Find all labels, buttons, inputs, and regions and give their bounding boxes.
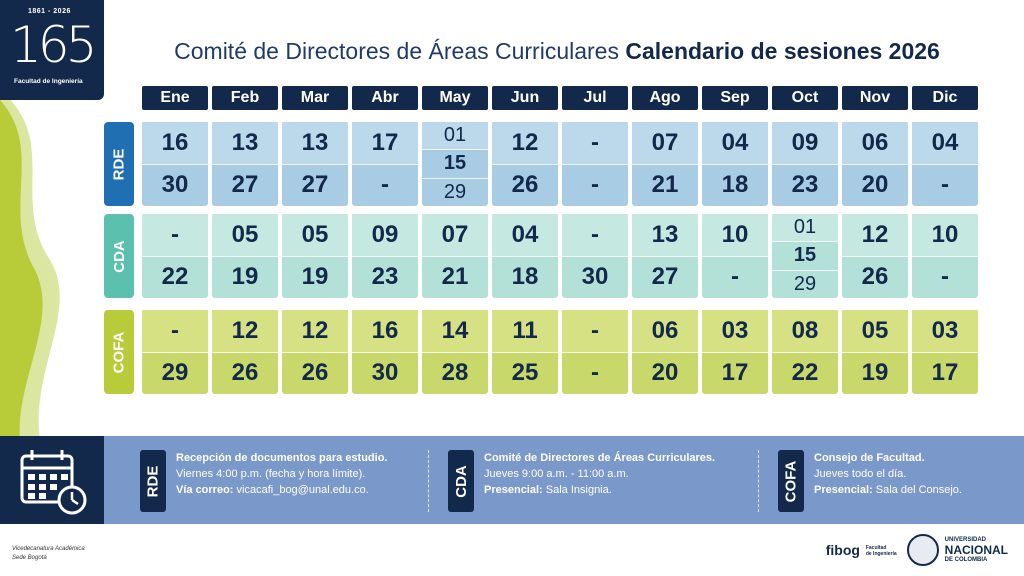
title-bold: Calendario de sesiones 2026: [625, 38, 940, 64]
date-cell: [492, 310, 558, 394]
date-value: 30: [142, 164, 208, 207]
date-cell: [632, 122, 698, 206]
fibog-logo: [826, 542, 897, 558]
date-cell: [772, 122, 838, 206]
date-cell: [282, 214, 348, 298]
date-value: 03: [702, 310, 768, 352]
unal-logo: [907, 534, 1008, 566]
date-value: -: [142, 310, 208, 352]
row-label: [104, 122, 134, 206]
date-value: 01: [772, 214, 838, 241]
date-cell: [632, 310, 698, 394]
date-cell: [212, 122, 278, 206]
date-value: 15: [422, 149, 488, 177]
date-cell: [702, 214, 768, 298]
date-value: 28: [422, 352, 488, 395]
month-header: Ene: [142, 86, 208, 110]
date-value: 20: [842, 164, 908, 207]
legend-tag-rde: [140, 450, 166, 512]
legend-tag-cda-text: CDA: [452, 464, 470, 498]
date-cell: [212, 310, 278, 394]
date-cell: [562, 310, 628, 394]
date-value: 21: [422, 256, 488, 299]
legend-cofa-line1: Consejo de Facultad.: [814, 452, 925, 464]
date-value: 29: [772, 270, 838, 298]
row-label: [104, 214, 134, 298]
date-cell: [842, 214, 908, 298]
date-value: 18: [492, 256, 558, 299]
row-cda: [104, 214, 978, 298]
month-header: Jul: [562, 86, 628, 110]
date-value: 23: [772, 164, 838, 207]
legend-rde-line2: Viernes 4:00 p.m. (fecha y hora límite).: [176, 468, 366, 480]
logo-number: 165: [10, 16, 94, 74]
legend-cofa-line2: Jueves todo el día.: [814, 468, 907, 480]
date-value: 06: [842, 122, 908, 164]
date-value: -: [562, 310, 628, 352]
date-cell: [492, 214, 558, 298]
date-value: -: [912, 256, 978, 299]
footer-logos: [826, 534, 1008, 566]
unal-line1: UNIVERSIDAD: [944, 536, 987, 543]
date-value: 04: [912, 122, 978, 164]
title-normal: Comité de Directores de Áreas Curriculares: [174, 38, 619, 64]
month-header: Jun: [492, 86, 558, 110]
legend-rde-line1: Recepción de documentos para estudio.: [176, 452, 388, 464]
divider: [428, 450, 429, 512]
date-value: 09: [352, 214, 418, 256]
legend-rde-line3-label: Vía correo:: [176, 484, 234, 496]
date-cell: [772, 310, 838, 394]
date-value: -: [702, 256, 768, 299]
date-value: 29: [142, 352, 208, 395]
footer-left: [12, 545, 85, 563]
date-cell: [422, 214, 488, 298]
date-cell: [422, 310, 488, 394]
date-value: 09: [772, 122, 838, 164]
date-value: 17: [352, 122, 418, 164]
month-header: Sep: [702, 86, 768, 110]
date-value: 07: [632, 122, 698, 164]
date-value: 14: [422, 310, 488, 352]
row-rde: [104, 122, 978, 206]
footer-vicedecanatura: Vicedecanatura Académica: [12, 546, 85, 552]
date-cell: [352, 214, 418, 298]
legend-cda-line1: Comité de Directores de Áreas Curriculares.: [484, 452, 716, 464]
date-value: 23: [352, 256, 418, 299]
date-cell: [142, 310, 208, 394]
legend-cofa-line3-value: Sala del Consejo.: [872, 484, 962, 496]
date-value: 21: [632, 164, 698, 207]
date-value: 12: [842, 214, 908, 256]
row-label-text: RDE: [110, 148, 128, 180]
date-cell: [912, 122, 978, 206]
date-cell: [702, 310, 768, 394]
date-value: 29: [422, 178, 488, 206]
date-value: 22: [772, 352, 838, 395]
month-header-row: [142, 86, 978, 110]
date-value: 18: [702, 164, 768, 207]
row-label: [104, 310, 134, 394]
footer-sede: Sede Bogotá: [12, 555, 47, 561]
date-value: 01: [422, 122, 488, 149]
month-header: Mar: [282, 86, 348, 110]
date-cell: [352, 122, 418, 206]
fibog-sub2: de Ingeniería: [865, 551, 897, 558]
date-value: -: [562, 214, 628, 256]
divider: [758, 450, 759, 512]
date-value: 27: [282, 164, 348, 207]
date-value: 15: [772, 241, 838, 269]
date-value: 30: [562, 256, 628, 299]
fibog-text: fibog: [825, 542, 860, 558]
date-value: 03: [912, 310, 978, 352]
date-value: 12: [492, 122, 558, 164]
date-value: -: [352, 164, 418, 207]
date-value: 05: [842, 310, 908, 352]
date-value: 10: [912, 214, 978, 256]
date-value: 08: [772, 310, 838, 352]
date-cell: [422, 122, 488, 206]
date-value: 17: [912, 352, 978, 395]
date-value: 12: [212, 310, 278, 352]
month-header: Nov: [842, 86, 908, 110]
date-value: 19: [212, 256, 278, 299]
date-value: -: [142, 214, 208, 256]
date-value: 16: [352, 310, 418, 352]
legend-cofa-line3-label: Presencial:: [814, 484, 873, 496]
month-header: Oct: [772, 86, 838, 110]
legend-cofa: [778, 450, 962, 512]
row-label-text: COFA: [110, 331, 128, 373]
month-header: Feb: [212, 86, 278, 110]
date-value: 19: [842, 352, 908, 395]
date-cell: [632, 214, 698, 298]
date-value: 27: [632, 256, 698, 299]
date-cell: [842, 122, 908, 206]
date-value: 26: [842, 256, 908, 299]
date-value: 11: [492, 310, 558, 352]
date-value: 25: [492, 352, 558, 395]
date-value: 27: [212, 164, 278, 207]
date-cell: [352, 310, 418, 394]
page-title: [0, 38, 1024, 65]
date-cell: [562, 122, 628, 206]
date-cell: [142, 214, 208, 298]
date-cell: [772, 214, 838, 298]
date-value: 04: [492, 214, 558, 256]
row-cofa: [104, 310, 978, 394]
date-value: 13: [632, 214, 698, 256]
legend-cda-line3-value: Sala Insignia.: [542, 484, 612, 496]
date-value: -: [562, 352, 628, 395]
date-value: 10: [702, 214, 768, 256]
date-value: 17: [702, 352, 768, 395]
date-value: -: [562, 122, 628, 164]
date-value: 13: [282, 122, 348, 164]
month-header: May: [422, 86, 488, 110]
month-header: Dic: [912, 86, 978, 110]
date-cell: [702, 122, 768, 206]
date-value: 20: [632, 352, 698, 395]
date-value: 12: [282, 310, 348, 352]
legend-tag-cofa: [778, 450, 804, 512]
legend-rde-line3-value: vicacafi_bog@unal.edu.co.: [233, 484, 369, 496]
date-value: 22: [142, 256, 208, 299]
fibog-sub1: Facultad: [865, 545, 887, 552]
legend-tag-cofa-text: COFA: [782, 460, 800, 502]
date-cell: [912, 214, 978, 298]
date-value: 07: [422, 214, 488, 256]
month-header: Abr: [352, 86, 418, 110]
unal-line3: DE COLOMBIA: [944, 556, 988, 563]
date-value: 19: [282, 256, 348, 299]
date-cell: [282, 122, 348, 206]
date-value: 16: [142, 122, 208, 164]
date-value: 26: [212, 352, 278, 395]
row-label-text: CDA: [110, 239, 128, 273]
date-cell: [282, 310, 348, 394]
legend-tag-rde-text: RDE: [144, 465, 162, 497]
date-cell: [212, 214, 278, 298]
calendar-clock-icon: [0, 436, 104, 524]
legend-panel: [0, 436, 1024, 524]
date-cell: [912, 310, 978, 394]
date-value: 06: [632, 310, 698, 352]
logo-years: 1861 - 2026: [28, 8, 71, 15]
date-value: 05: [282, 214, 348, 256]
month-header: Ago: [632, 86, 698, 110]
date-value: 30: [352, 352, 418, 395]
unal-line2: NACIONAL: [944, 542, 1008, 557]
legend-cda: [448, 450, 715, 512]
date-value: 04: [702, 122, 768, 164]
date-value: -: [912, 164, 978, 207]
logo-faculty: Facultad de Ingeniería: [14, 78, 83, 85]
legend-rde: [140, 450, 388, 512]
date-cell: [492, 122, 558, 206]
unal-seal-icon: [907, 534, 939, 566]
date-cell: [142, 122, 208, 206]
date-value: 26: [282, 352, 348, 395]
date-value: 26: [492, 164, 558, 207]
legend-cda-line2: Jueves 9:00 a.m. - 11:00 a.m.: [484, 468, 629, 480]
date-cell: [842, 310, 908, 394]
date-value: -: [562, 164, 628, 207]
legend-cda-line3-label: Presencial:: [484, 484, 543, 496]
date-value: 13: [212, 122, 278, 164]
legend-tag-cda: [448, 450, 474, 512]
date-cell: [562, 214, 628, 298]
date-value: 05: [212, 214, 278, 256]
